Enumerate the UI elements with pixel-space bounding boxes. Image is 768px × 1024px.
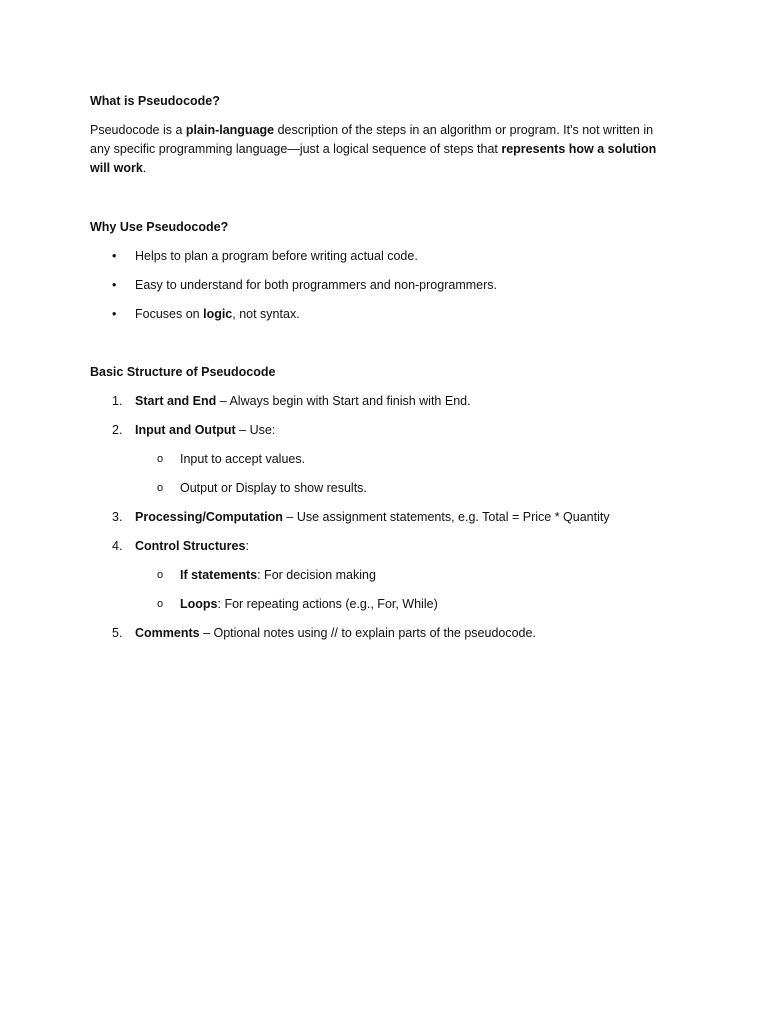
bold-run: Start and End [135,394,217,408]
sub-list [135,566,670,613]
bold-run: Comments [135,626,200,640]
text-run: – Optional notes using // to explain parts of the pseudocode. [199,626,536,640]
sub-list [135,450,670,497]
bold-run: logic [203,307,233,321]
bold-run: Processing/Computation [135,510,283,524]
section-heading-what-is: What is Pseudocode? [90,94,220,108]
text-run: – Always begin with Start and finish with End. [216,394,471,408]
structure-list [90,392,670,642]
bold-run: If statements [180,568,258,582]
list-item [90,392,670,410]
definition-paragraph [90,121,670,178]
list-item [90,247,670,265]
sub-list-item-text: Input to accept values. [180,452,306,466]
list-number: 3. [112,510,123,524]
section-why-use [90,218,670,323]
list-item-text: Easy to understand for both programmers and non-programmers. [135,278,497,292]
bullet-marker: • [112,249,117,263]
text-run: Pseudocode is a [90,123,186,137]
circle-bullet-marker: o [157,569,164,581]
list-item [90,537,670,613]
bullet-marker: • [112,278,117,292]
sub-list-item-text: Output or Display to show results. [180,481,367,495]
section-heading-why-use: Why Use Pseudocode? [90,220,229,234]
section-basic-structure [90,363,670,642]
list-item [90,624,670,642]
sub-list-item [135,450,670,468]
list-number: 5. [112,626,123,640]
section-heading-basic-structure: Basic Structure of Pseudocode [90,365,276,379]
circle-bullet-marker: o [157,482,164,494]
list-item [90,305,670,323]
list-item [90,421,670,497]
list-number: 2. [112,423,123,437]
text-run: – Use: [235,423,276,437]
bold-run: Control Structures [135,539,246,553]
list-item [90,276,670,294]
list-item [90,508,670,526]
sub-list-item [135,595,670,613]
circle-bullet-marker: o [157,453,164,465]
text-run: , not syntax. [232,307,300,321]
text-run: : [245,539,249,553]
bold-run: Loops [180,597,218,611]
benefits-list [90,247,670,323]
text-run: : For decision making [257,568,376,582]
bold-run: Input and Output [135,423,236,437]
text-run: : For repeating actions (e.g., For, While) [217,597,438,611]
sub-list-item [135,479,670,497]
text-run: – Use assignment statements, e.g. Total = Price * Quantity [282,510,610,524]
list-item-text: Helps to plan a program before writing actual code. [135,249,418,263]
bullet-marker: • [112,307,117,321]
circle-bullet-marker: o [157,598,164,610]
text-run: Focuses on [135,307,204,321]
text-run: description of the steps in an algorithm or program. It's not written in any specific programming language—just a logical sequence of steps that [90,123,654,156]
bold-run: represents how a solution will work [90,142,657,175]
sub-list-item [135,566,670,584]
list-number: 4. [112,539,123,553]
list-number: 1. [112,394,123,408]
document-page [90,92,670,653]
bold-run: plain-language [185,123,275,137]
text-run: . [142,161,147,175]
